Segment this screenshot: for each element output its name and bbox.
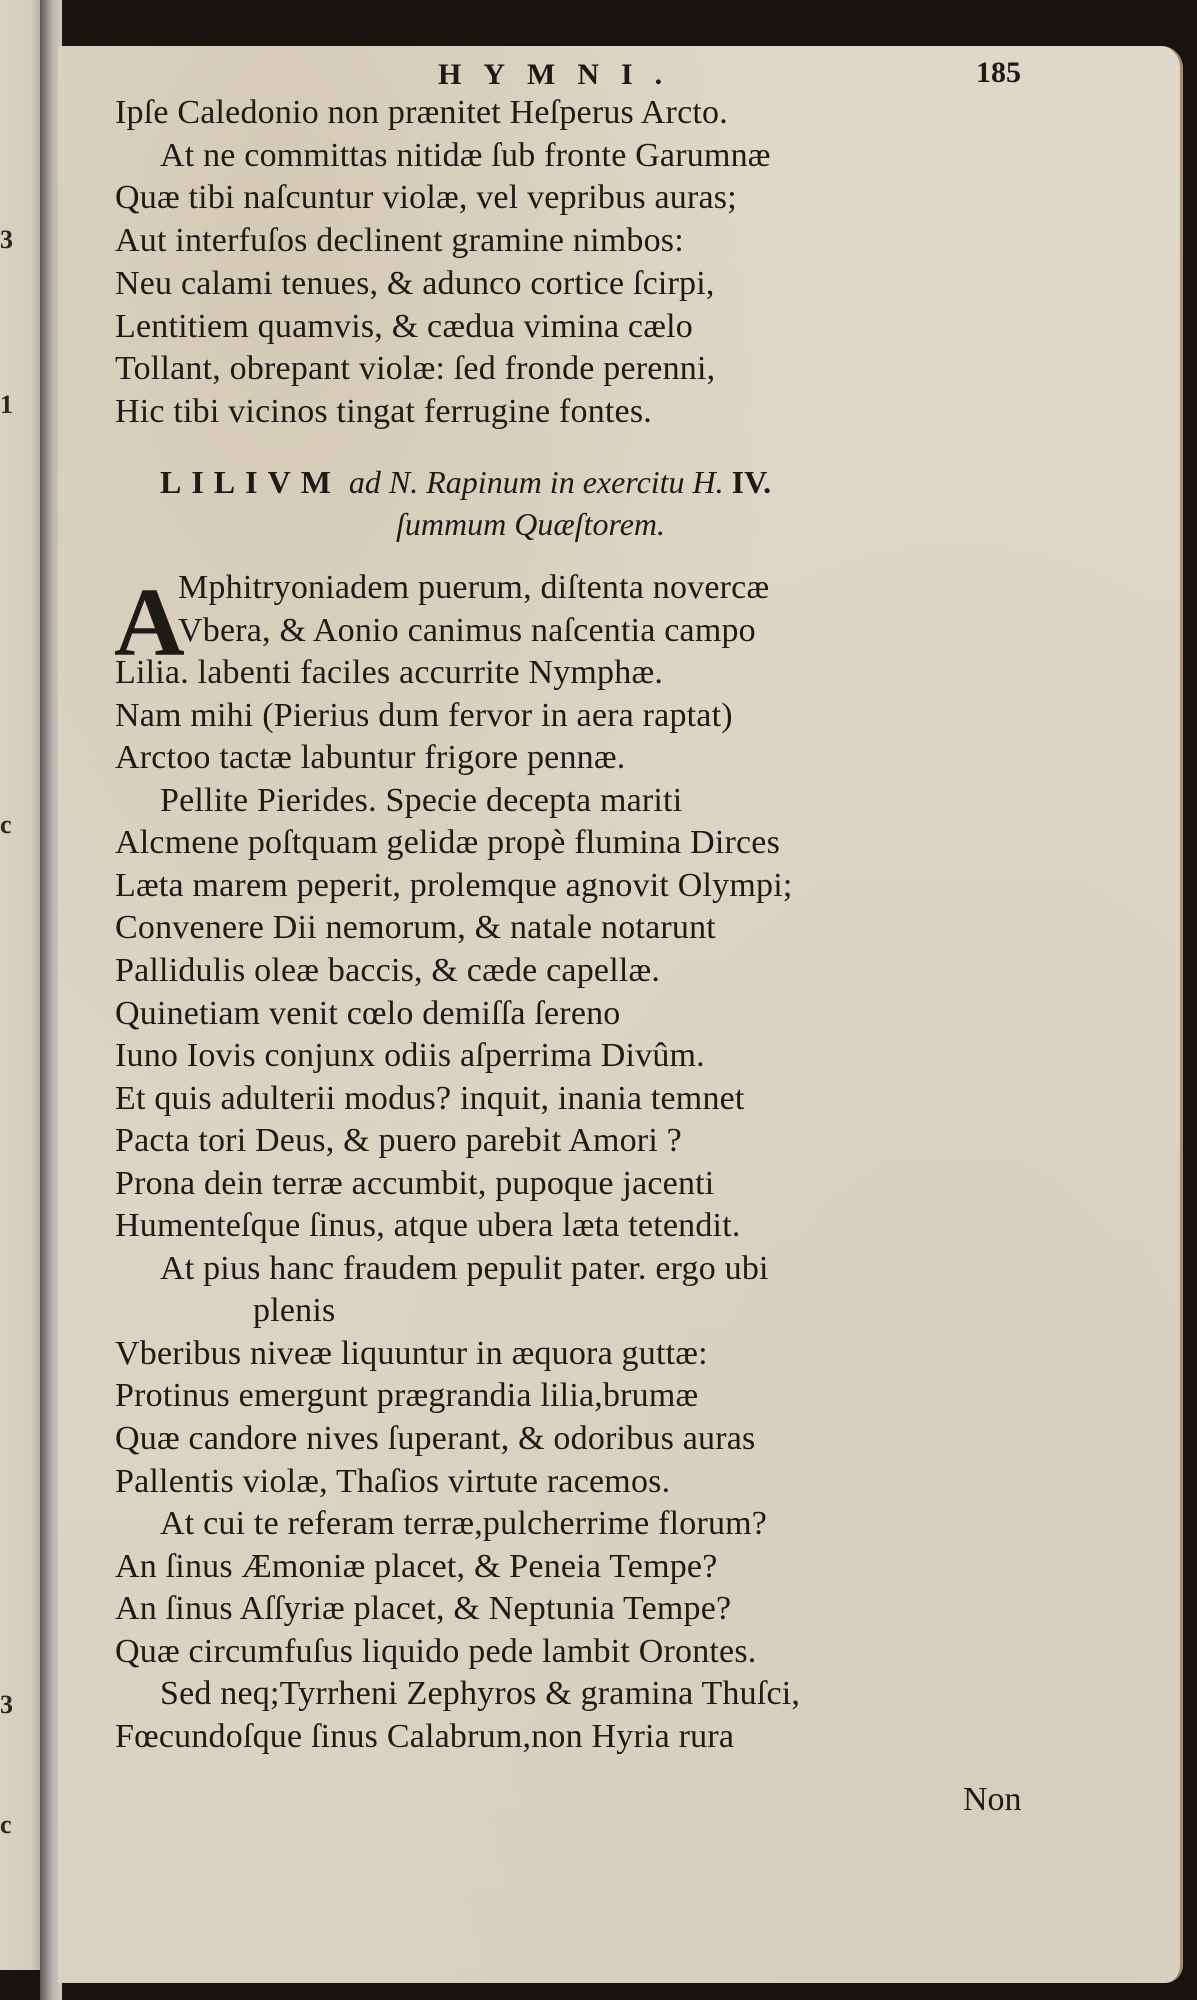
running-head: HYMNI. bbox=[438, 58, 685, 91]
verse-line: Pallentis violæ, Thaſios virtute racemos. bbox=[115, 1462, 671, 1500]
verse-line: Quinetiam venit cœlo demiſſa ſereno bbox=[115, 994, 621, 1032]
verse-line: Fœcundoſque ſinus Calabrum,non Hyria rura bbox=[115, 1717, 735, 1755]
drop-capital: A bbox=[114, 569, 185, 677]
section-title bbox=[160, 464, 771, 501]
verse-line: An ſinus Aſſyriæ placet, & Neptunia Tempe? bbox=[115, 1590, 732, 1628]
verse-line: Lilia. labenti faciles accurrite Nymphæ. bbox=[115, 654, 664, 692]
verse-line: plenis bbox=[253, 1292, 336, 1330]
verse-line: Ipſe Caledonio non prænitet Heſperus Arcto. bbox=[115, 94, 728, 131]
verse-line: Nam mihi (Pierius dum fervor in aera raptat) bbox=[115, 696, 733, 734]
facing-page-fragment: c bbox=[0, 810, 12, 839]
facing-page-fragment: c bbox=[0, 1810, 12, 1839]
verse-line: Lentitiem quamvis, & cædua vimina cælo bbox=[115, 307, 693, 345]
page-number: 185 bbox=[976, 56, 1021, 89]
facing-page-fragment: 3 bbox=[0, 1690, 13, 1719]
subtitle-italic: ſummum Quæſtorem. bbox=[396, 506, 666, 542]
facing-page-fragment: 1 bbox=[0, 390, 13, 419]
verse-line: At cui te referam terræ,pulcherrime florum? bbox=[160, 1505, 768, 1543]
title-numeral: IV. bbox=[731, 464, 772, 500]
verse-line: Protinus emergunt prægrandia lilia,brumæ bbox=[115, 1377, 699, 1415]
verse-line: Quæ candore nives ſuperant, & odoribus auras bbox=[115, 1420, 756, 1457]
verse-line: Aut interfuſos declinent gramine nimbos: bbox=[115, 222, 684, 260]
verse-line: Convenere Dii nemorum, & natale notarunt bbox=[115, 909, 716, 947]
verse-line: Vbera, & Aonio canimus naſcentia campo bbox=[178, 611, 756, 649]
title-italic: ad N. Rapinum in exercitu H. bbox=[348, 464, 724, 500]
verse-line: Sed neq;Tyrrheni Zephyros & gramina Thuſci, bbox=[160, 1675, 801, 1713]
verse-line: At ne committas nitidæ ſub fronte Garumnæ bbox=[160, 136, 771, 174]
verse-line: Vberibus niveæ liquuntur in æquora guttæ: bbox=[115, 1334, 708, 1372]
verse-line: Pellite Pierides. Specie decepta mariti bbox=[160, 781, 683, 819]
verse-line: At pius hanc fraudem pepulit pater. ergo ubi bbox=[160, 1249, 769, 1287]
verse-line: An ſinus Æmoniæ placet, & Peneia Tempe? bbox=[115, 1547, 718, 1585]
verse-line: Prona dein terræ accumbit, pupoque jacenti bbox=[115, 1164, 715, 1202]
facing-page-fragment: 3 bbox=[0, 225, 13, 254]
verse-line: Mphitryoniadem puerum, diſtenta novercæ bbox=[178, 569, 770, 606]
title-caps: LILIVM bbox=[160, 464, 341, 500]
verse-line: Iuno Iovis conjunx odiis aſperrima Divûm. bbox=[115, 1037, 705, 1075]
verse-line: Quæ tibi naſcuntur violæ, vel vepribus auras; bbox=[115, 179, 737, 217]
verse-line: Humenteſque ſinus, atque ubera læta tetendit. bbox=[115, 1207, 741, 1245]
section-subtitle bbox=[396, 506, 665, 543]
verse-line: Pacta tori Deus, & puero parebit Amori ? bbox=[115, 1122, 682, 1160]
verse-line: Arctoo tactæ labuntur frigore pennæ. bbox=[115, 739, 626, 777]
catchword: Non bbox=[963, 1781, 1022, 1818]
verse-line: Neu calami tenues, & adunco cortice ſcirpi, bbox=[115, 264, 715, 302]
verse-line: Et quis adulterii modus? inquit, inania temnet bbox=[115, 1079, 745, 1117]
verse-line: Pallidulis oleæ baccis, & cæde capellæ. bbox=[115, 951, 661, 989]
verse-line: Alcmene poſtquam gelidæ propè flumina Dirces bbox=[115, 824, 781, 862]
verse-line: Hic tibi vicinos tingat ferrugine fontes. bbox=[115, 392, 652, 430]
verse-line: Tollant, obrepant violæ: ſed fronde perenni, bbox=[115, 350, 716, 388]
book-page bbox=[58, 46, 1183, 1983]
facing-page-edge bbox=[0, 0, 40, 1970]
verse-line: Quæ circumfuſus liquido pede lambit Orontes. bbox=[115, 1632, 757, 1670]
verse-line: Læta marem peperit, prolemque agnovit Olympi; bbox=[115, 866, 793, 904]
